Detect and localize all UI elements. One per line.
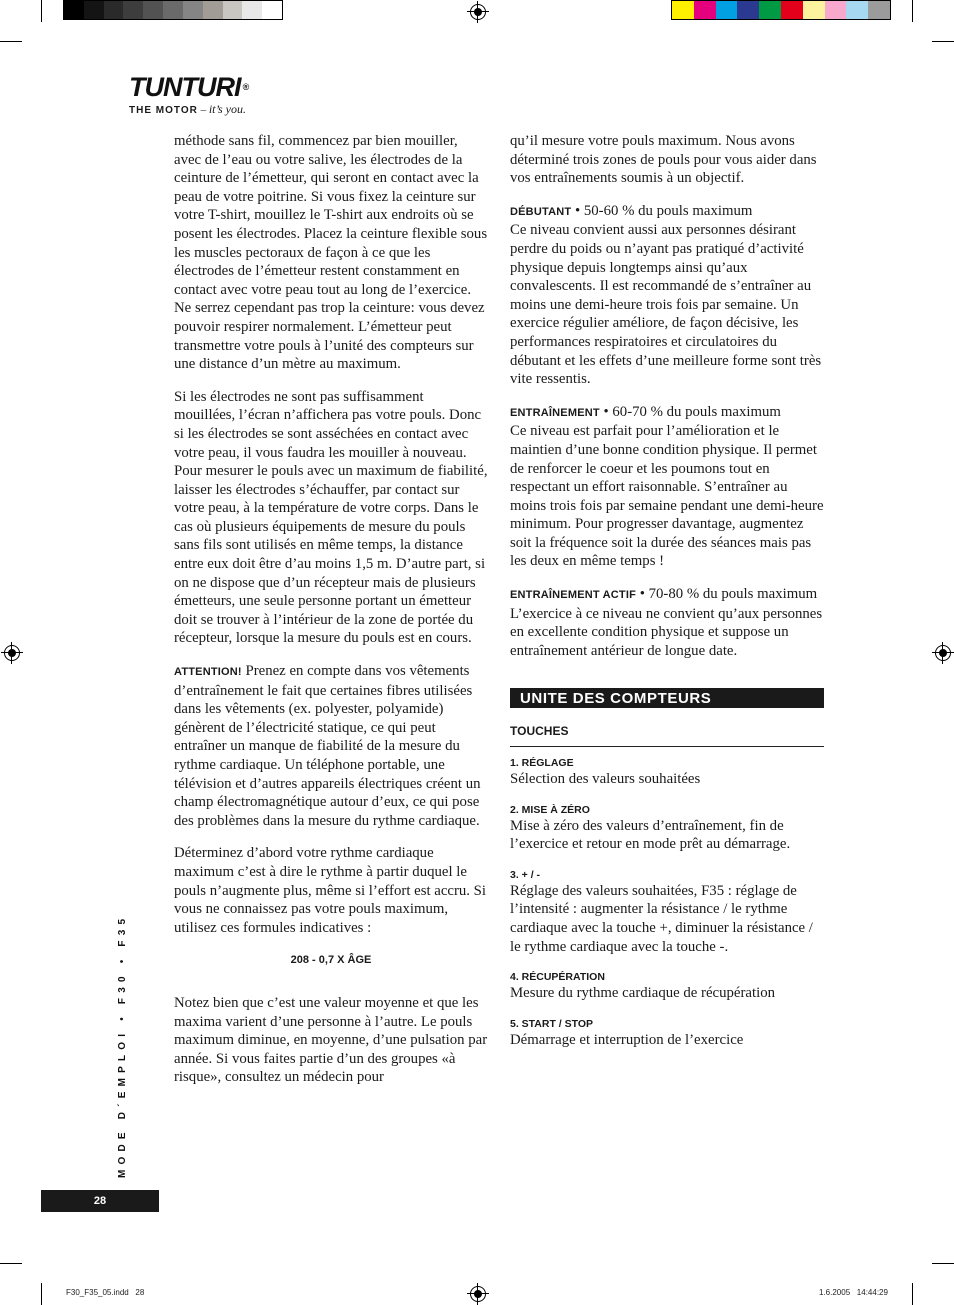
page-number: 28 bbox=[41, 1190, 159, 1212]
zone-label: ENTRAÎNEMENT ACTIF bbox=[510, 589, 637, 602]
logo-tagline-italic: it’s you. bbox=[208, 102, 246, 116]
tunturi-logo bbox=[129, 72, 249, 117]
side-running-label: MODE D´EMPLOI • F30 • F35 bbox=[117, 913, 128, 1178]
crop-mark bbox=[41, 1283, 42, 1305]
gray-swatch bbox=[123, 1, 143, 19]
color-swatch bbox=[825, 1, 847, 19]
zone-text: Ce niveau est parfait pour l’amélioration et le maintien d’une bonne condition physique. Il permet de renforcer le coeur et les poumons tout en respectant un effort raisonnable. S’entraîner au moins trois fois par semaine pendant une demi-heure minimum. Pour progresser davantage, augmentez soit la fréquence soit la durée des séances mais pas les deux en même temps ! bbox=[510, 423, 824, 570]
registration-mark-icon bbox=[935, 645, 951, 661]
color-swatch bbox=[846, 1, 868, 19]
zone-label: ENTRAÎNEMENT bbox=[510, 406, 600, 419]
registration-mark-icon bbox=[470, 1286, 486, 1302]
zone-label: DÉBUTANT bbox=[510, 205, 572, 218]
paragraph: Si les électrodes ne sont pas suffisamment mouillées, l’écran n’affichera pas votre pouls. Donc si les électrodes se sont asséchées en contact avec votre peau, il vous faudra les mouiller à nouveau. Pour mesurer le pouls avec un maximum de fiabilité, laisser les électrodes s’échauffer, par contact sur votre peau, à la température de votre corps. Dans le cas où plusieurs équipements de mesure du pouls sans fils sont utilisés en même temps, la distance entre eux doit être d’au moins 1,5 m. D’autre part, si on ne dispose que d’un récepteur mais de plusieurs émetteurs, une seule personne portant un émetteur doit se trouver à l’intérieur de la zone de portée du récepteur, lorsque la mesure du pouls est en cours. bbox=[174, 388, 488, 647]
paragraph: méthode sans fil, commencez par bien mouiller, avec de l’eau ou votre salive, les électrodes de la ceinture de l’émetteur, qui seront en contact avec la peau de votre poitrine. Si vous fixez la ceinture sur votre T-shirt, mouillez le T-shirt aux endroits où se posent les électrodes. Placez la ceinture flexible sous les muscles pectoraux de façon à ce que les électrodes de l’émetteur restent constamment en contact avec votre peau tout au long de l’exercice. Ne serrez cependant pas trop la ceinture: vous devez pouvoir respirer normalement. L’émetteur peut transmettre votre pouls à l’unité des compteurs sur une distance d’un mètre au maximum. bbox=[174, 133, 488, 373]
gray-swatch bbox=[183, 1, 203, 19]
right-column bbox=[510, 132, 824, 1063]
zone-block bbox=[510, 403, 824, 571]
color-swatch bbox=[694, 1, 716, 19]
section-title-bar: UNITE DES COMPTEURS bbox=[510, 688, 824, 708]
gray-swatch bbox=[84, 1, 104, 19]
key-description: Mesure du rythme cardiaque de récupération bbox=[510, 985, 775, 1002]
crop-mark bbox=[932, 1263, 954, 1264]
gray-swatch bbox=[242, 1, 262, 19]
registration-mark-icon bbox=[470, 4, 486, 20]
logo-tagline-main: THE MOTOR bbox=[129, 105, 198, 116]
left-column bbox=[174, 132, 488, 1101]
max-heart-rate-formula: 208 - 0,7 X ÂGE bbox=[290, 954, 372, 967]
logo-brand: TUNTURI bbox=[129, 72, 241, 102]
color-swatch bbox=[868, 1, 890, 19]
crop-mark bbox=[912, 0, 913, 22]
gray-swatch bbox=[223, 1, 243, 19]
logo-registered: ® bbox=[242, 82, 249, 92]
key-description: Sélection des valeurs souhaitées bbox=[510, 771, 701, 788]
gray-swatch-bar bbox=[63, 0, 283, 20]
gray-swatch bbox=[104, 1, 124, 19]
key-label: 2. MISE À ZÉRO bbox=[510, 803, 590, 816]
key-description: Démarrage et interruption de l’exercice bbox=[510, 1031, 744, 1048]
zone-range: 50-60 % du pouls maximum bbox=[583, 202, 753, 219]
gray-swatch bbox=[163, 1, 183, 19]
gray-swatch bbox=[64, 1, 84, 19]
color-swatch bbox=[716, 1, 738, 19]
paragraph: Déterminez d’abord votre rythme cardiaque maximum c’est à dire le rythme à partir duquel le pouls n’augmente plus, même si l’effort est accru. Si vous ne connaissez pas votre pouls maximum, utilisez ces formules indicatives : bbox=[174, 845, 487, 936]
attention-paragraph bbox=[174, 662, 488, 830]
attention-text: Prenez en compte dans vos vêtements d’entraînement le fait que certaines fibres utilisées dans les vêtements (ex. polyester, polyamide) génèrent de l’électricité statique, ce qui peut entraîner un manque de fiabilité de la mesure du rythme cardiaque. Un téléphone portable, une télévision et d’autres appareils électriques créent un champ électromagnétique autour d’eux, ce qui pose des problèmes dans la mesure du rythme cardiaque. bbox=[174, 663, 481, 829]
gray-swatch bbox=[143, 1, 163, 19]
paragraph: Notez bien que c’est une valeur moyenne et que les maxima varient d’une personne à l’autre. Le pouls maximum diminue, en moyenne, d’une pulsation par année. Si vous faites partie d’un des groupes «à risque», consultez un médecin pour bbox=[174, 994, 488, 1086]
footer-date-info: 1.6.2005 14:44:29 bbox=[819, 1288, 888, 1297]
zone-sep: • bbox=[636, 586, 649, 603]
zone-range: 70-80 % du pouls maximum bbox=[648, 586, 818, 603]
key-description: Mise à zéro des valeurs d’entraînement, fin de l’exercice et retour en mode prêt au démarrage. bbox=[510, 817, 791, 853]
attention-label: ATTENTION! bbox=[174, 666, 242, 679]
color-swatch bbox=[803, 1, 825, 19]
key-label: 1. RÉGLAGE bbox=[510, 757, 574, 770]
crop-mark bbox=[0, 1263, 22, 1264]
zone-range: 60-70 % du pouls maximum bbox=[612, 403, 781, 420]
crop-mark bbox=[41, 0, 42, 22]
gray-swatch bbox=[262, 1, 282, 19]
key-label: 5. START / STOP bbox=[510, 1017, 594, 1030]
crop-mark bbox=[0, 41, 22, 42]
color-swatch bbox=[672, 1, 694, 19]
subhead-touches: TOUCHES bbox=[510, 722, 824, 747]
crop-mark bbox=[912, 1283, 913, 1305]
zone-sep: • bbox=[599, 403, 613, 420]
zone-block bbox=[510, 585, 824, 660]
footer-file-info: F30_F35_05.indd 28 bbox=[66, 1288, 145, 1297]
color-swatch bbox=[759, 1, 781, 19]
key-label: 4. RÉCUPÉRATION bbox=[510, 971, 605, 984]
color-swatch bbox=[737, 1, 759, 19]
color-swatch-bar bbox=[671, 0, 891, 20]
logo-tagline-dash: – bbox=[200, 104, 207, 116]
key-label: 3. + / - bbox=[510, 868, 541, 881]
crop-mark bbox=[932, 41, 954, 42]
zone-sep: • bbox=[571, 202, 584, 219]
registration-mark-icon bbox=[4, 645, 20, 661]
color-swatch bbox=[781, 1, 803, 19]
paragraph: qu’il mesure votre pouls maximum. Nous avons déterminé trois zones de pouls pour vous aider dans vos entraînements soumis à un objectif. bbox=[510, 133, 817, 187]
key-description: Réglage des valeurs souhaitées, F35 : réglage de l’intensité : augmenter la résistance / le rythme cardiaque avec la touche +, diminuer la résistance / le rythme cardiaque avec la touche -. bbox=[510, 882, 813, 955]
zone-block bbox=[510, 202, 824, 389]
zone-text: L’exercice à ce niveau ne convient qu’aux personnes en excellente condition physique et suppose un entraînement antérieur de longue date. bbox=[510, 605, 823, 659]
zone-text: Ce niveau convient aussi aux personnes désirant perdre du poids ou n’ayant pas pratiqué d’activité physique depuis longtemps ainsi qu’aux convalescents. Il est recommandé de s’entraîner au moins une demi-heure trois fois par semaine. Un exercice régulier améliore, de façon décisive, les performances respiratoires et circulatoires du débutant et les effets d’une meilleure forme sont très vite ressentis. bbox=[510, 222, 822, 388]
gray-swatch bbox=[203, 1, 223, 19]
